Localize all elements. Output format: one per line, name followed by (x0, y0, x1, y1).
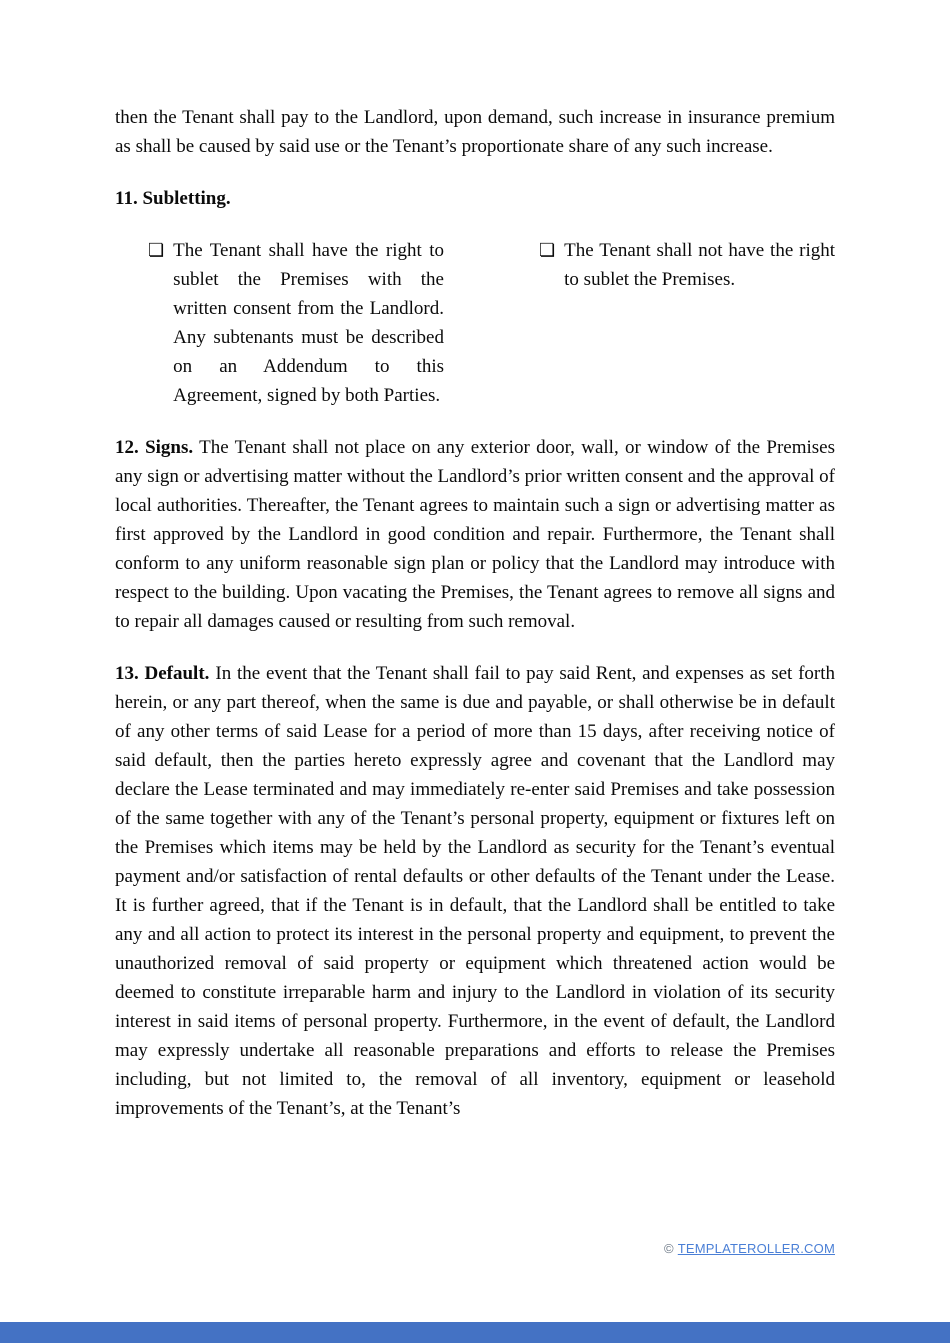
templateroller-link[interactable]: TEMPLATEROLLER.COM (677, 1241, 835, 1256)
checkbox-icon[interactable]: ❏ (539, 240, 556, 260)
checkbox-icon[interactable]: ❏ (148, 240, 165, 260)
paragraph-default-text: In the event that the Tenant shall fail to pay said Rent, and expenses as set forth herein, or any part thereof, when the same is due and payable, or shall otherwise be in default of any other terms of said Lease for a period of more than 15 days, after receiving notice of said default, then the parties hereto expressly agree and covenant that the Landlord may declare the Lease terminated and may immediately re-enter said Premises and take possession of the same together with any of the Tenant’s personal property, equipment or fixtures left on the Premises which items may be held by the Landlord as security for the Tenant’s eventual payment and/or satisfaction of rental defaults or other defaults of the Tenant under the Lease. It is further agreed, that if the Tenant is in default, that the Landlord shall be entitled to take any and all action to protect its interest in the personal property and equipment, to prevent the unauthorized removal of said property or equipment which threatened action would be deemed to constitute irreparable harm and injury to the Landlord in violation of its security interest in said items of personal property. Furthermore, in the event of default, the Landlord may expressly undertake all reasonable preparations and efforts to release the Premises including, but not limited to, the removal of all inventory, equipment or leasehold improvements of the Tenant’s, at the Tenant’s (115, 663, 836, 1119)
subletting-option-allowed-text: The Tenant shall have the right to sublet the Premises with the written consent from the Landlord. Any subtenants must be described on an Addendum to this Agreement, signed by both Parties. (173, 240, 444, 406)
section-heading-signs: 12. Signs. (115, 437, 194, 458)
section-heading-subletting: 11. Subletting. (115, 188, 231, 209)
paragraph-signs-text: The Tenant shall not place on any exterior door, wall, or window of the Premises any sign or advertising matter without the Landlord’s prior written consent and the approval of local authorities. Thereafter, the Tenant agrees to maintain such a sign or advertising matter as first approved by the Landlord in good condition and repair. Furthermore, the Tenant shall conform to any uniform reasonable sign plan or policy that the Landlord may introduce with respect to the building. Upon vacating the Premises, the Tenant agrees to remove all signs and to repair all damages caused or resulting from such removal. (115, 437, 835, 632)
footer (664, 1241, 835, 1256)
section-heading-default: 13. Default. (115, 663, 210, 684)
paragraph-default (115, 659, 835, 1123)
paragraph-insurance-continuation: then the Tenant shall pay to the Landlord, upon demand, such increase in insurance premium as shall be caused by said use or the Tenant’s proportionate share of any such increase. (115, 107, 835, 157)
subletting-options (148, 236, 835, 433)
subletting-option-allowed (148, 236, 444, 410)
subletting-option-not-allowed (539, 236, 835, 410)
copyright-symbol: © (663, 1241, 674, 1256)
subletting-option-not-allowed-text: The Tenant shall not have the right to sublet the Premises. (564, 240, 835, 290)
paragraph-signs (115, 433, 835, 636)
bottom-accent-bar (0, 1322, 950, 1343)
